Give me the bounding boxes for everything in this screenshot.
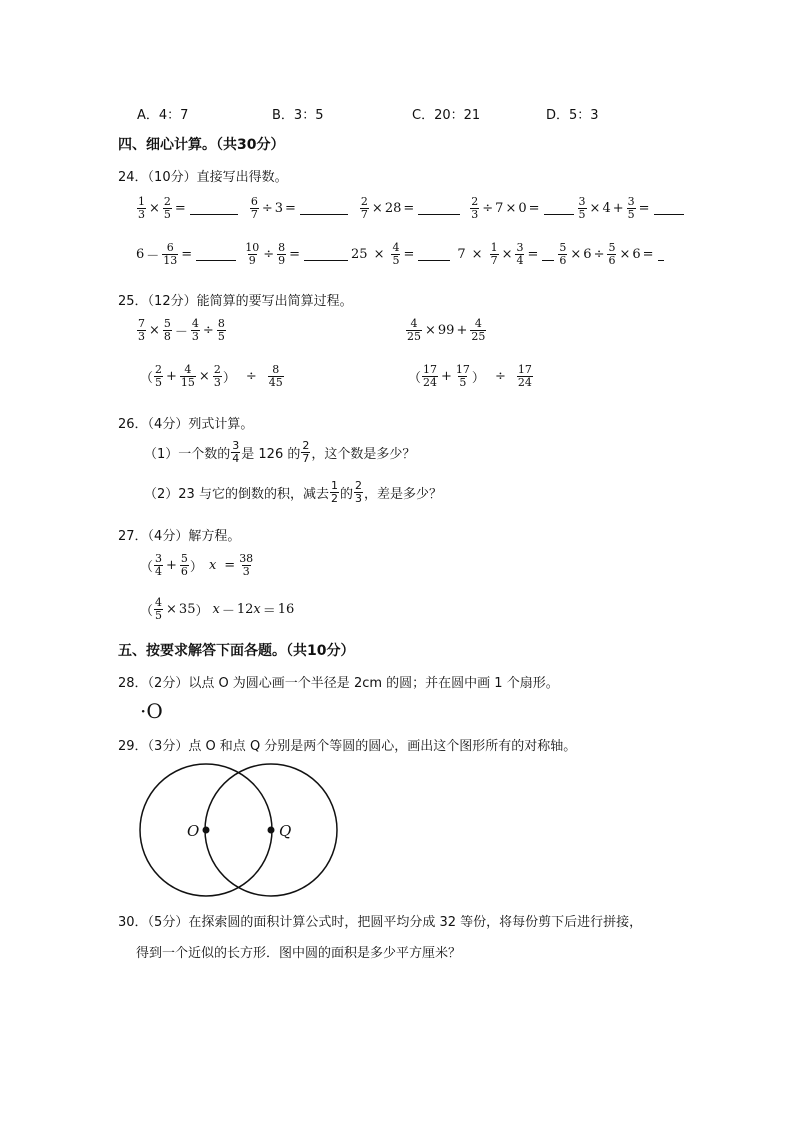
answer-blank[interactable] bbox=[418, 202, 460, 215]
fraction: $\frac{10}{9}$ bbox=[245, 241, 260, 267]
q24-heading: 24．（10分）直接写出得数。 bbox=[118, 170, 288, 185]
option-a: A．4：7 bbox=[137, 108, 189, 123]
label-o: O bbox=[187, 822, 200, 840]
fraction: $\frac{2}{3}$ bbox=[471, 195, 479, 221]
answer-blank[interactable] bbox=[658, 248, 664, 261]
q30-line-2: 得到一个近似的长方形．图中圆的面积是多少平方厘米？ bbox=[136, 946, 462, 961]
answer-blank[interactable] bbox=[654, 202, 684, 215]
fraction: $\frac{5}{6}$ bbox=[608, 241, 616, 267]
fraction: $\frac{1}{7}$ bbox=[490, 241, 498, 267]
section-5-title: 五、按要求解答下面各题。（共10分） bbox=[118, 643, 355, 659]
q27-equation-1: （ $\frac{3}{4}$ + $\frac{5}{6}$ ） x = $\frac{38}{3}$ bbox=[140, 552, 254, 578]
q30-line-1: 30．（5分）在探索圆的面积计算公式时，把圆平均分成 32 等份，将每份剪下后进行拼接， bbox=[118, 915, 643, 930]
q25-problem-1: $\frac{7}{3}$ × $\frac{5}{8}$ － $\frac{4}{3}$ ÷ $\frac{8}{5}$ bbox=[138, 317, 225, 343]
answer-blank[interactable] bbox=[304, 248, 348, 261]
fraction: $\frac{2}{5}$ bbox=[163, 195, 171, 221]
q25-problem-4: （ $\frac{17}{24}$ + $\frac{17}{5}$ ） ÷ $\frac{17}{24}$ bbox=[408, 363, 532, 389]
point-o-label: ·O bbox=[140, 699, 163, 723]
fraction: $\frac{5}{6}$ bbox=[559, 241, 567, 267]
q25-heading: 25．（12分）能简算的要写出简算过程。 bbox=[118, 294, 353, 309]
answer-blank[interactable] bbox=[418, 248, 450, 261]
label-q: Q bbox=[279, 822, 292, 840]
q25-problem-2: $\frac{4}{25}$ × 99 + $\frac{4}{25}$ bbox=[407, 317, 486, 343]
answer-blank[interactable] bbox=[190, 202, 238, 215]
q27-equation-2: （ $\frac{4}{5}$ × 35 ） x － 12 x ＝ 16 bbox=[140, 596, 295, 622]
q26-sub-1: （1）一个数的 $\frac{3}{4}$ 是 126 的 $\frac{2}{7}$ ，这个数是多少？ bbox=[144, 439, 416, 465]
option-c: C．20：21 bbox=[412, 108, 481, 123]
answer-blank[interactable] bbox=[544, 202, 574, 215]
fraction: $\frac{1}{3}$ bbox=[138, 195, 145, 221]
option-b: B．3：5 bbox=[272, 108, 324, 123]
answer-blank[interactable] bbox=[196, 248, 236, 261]
fraction: $\frac{4}{5}$ bbox=[392, 241, 400, 267]
q26-heading: 26．（4分）列式计算。 bbox=[118, 417, 254, 432]
fraction: $\frac{6}{13}$ bbox=[163, 241, 178, 267]
q24-row1: $\frac{1}{3}$ × $\frac{2}{5}$ = $\frac{6}{7}$ ÷ 3 = $\frac{2}{7}$ × 28 = $\frac{2}{3}$ ÷ 7 × 0 = $\frac{3}{5}$ × 4 + $\frac{3}{5}$ = bbox=[136, 196, 687, 221]
q24-row2: 6 － $\frac{6}{13}$ = $\frac{10}{9}$ ÷ $\frac{8}{9}$ = 25 × $\frac{4}{5}$ = 7 × $\frac{1}{7}$ × $\frac{3}{4}$ = $\frac{5}{6}$ × 6 ÷ $\frac{5}{6}$ × 6 = bbox=[136, 242, 667, 267]
q25-problem-3: （ $\frac{2}{5}$ + $\frac{4}{15}$ × $\frac{2}{3}$ ） ÷ $\frac{8}{45}$ bbox=[140, 363, 283, 389]
center-o-dot bbox=[203, 827, 210, 834]
fraction: $\frac{3}{5}$ bbox=[627, 195, 635, 221]
fraction: $\frac{6}{7}$ bbox=[250, 195, 258, 221]
fraction: $\frac{3}{5}$ bbox=[578, 195, 586, 221]
two-circles-figure bbox=[130, 760, 345, 900]
fraction: $\frac{2}{7}$ bbox=[360, 195, 368, 221]
fraction: $\frac{3}{4}$ bbox=[516, 241, 524, 267]
q28-heading: 28．（2分）以点 O 为圆心画一个半径是 2cm 的圆；并在圆中画 1 个扇形。 bbox=[118, 676, 559, 691]
option-d: D．5：3 bbox=[546, 108, 599, 123]
q27-heading: 27．（4分）解方程。 bbox=[118, 529, 241, 544]
answer-blank[interactable] bbox=[542, 248, 554, 261]
q26-sub-2: （2）23 与它的倒数的积，减去 $\frac{1}{2}$ 的 $\frac{2}{3}$ ，差是多少？ bbox=[144, 479, 442, 505]
section-4-title: 四、细心计算。（共30分） bbox=[118, 137, 285, 153]
center-q-dot bbox=[268, 827, 275, 834]
fraction: $\frac{8}{9}$ bbox=[278, 241, 286, 267]
answer-blank[interactable] bbox=[300, 202, 348, 215]
q29-heading: 29．（3分）点 O 和点 Q 分别是两个等圆的圆心，画出这个图形所有的对称轴。 bbox=[118, 739, 577, 754]
